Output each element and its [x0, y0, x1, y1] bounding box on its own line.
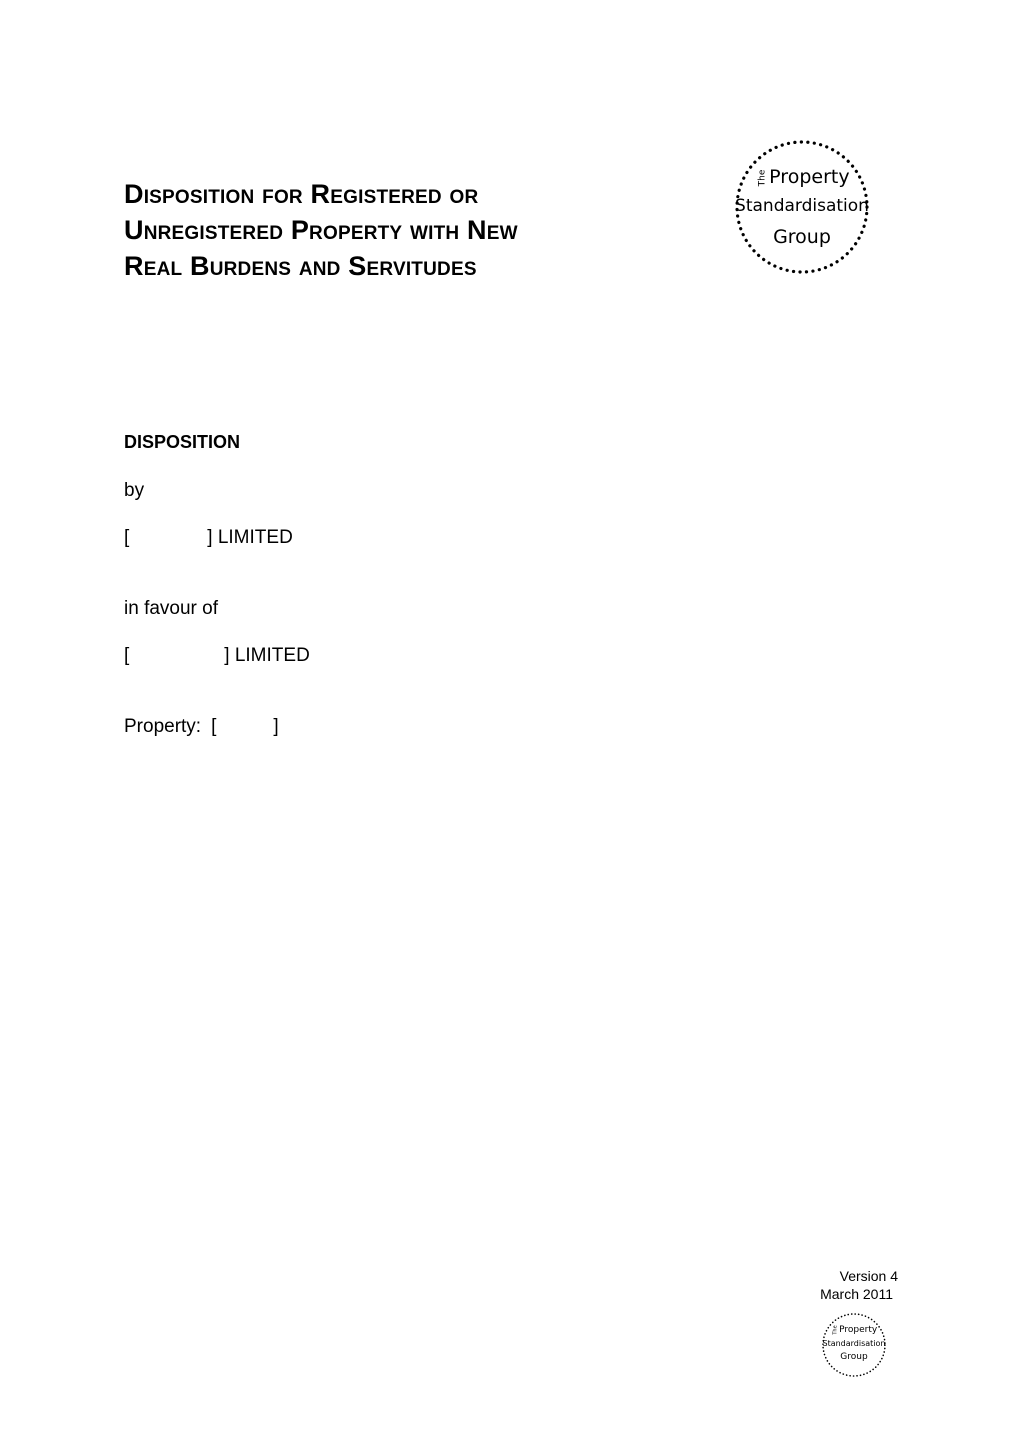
grantee-close: ] LIMITED — [224, 645, 310, 666]
logo-line-2: Standardisation — [735, 196, 869, 216]
favour-label: in favour of — [124, 598, 218, 619]
psg-logo-small — [820, 1311, 888, 1379]
logo-small-line-2: Standardisation — [822, 1339, 886, 1348]
property-line — [124, 716, 279, 738]
title-line-1: Disposition for Registered or — [124, 179, 479, 209]
grantor-close: ] LIMITED — [207, 527, 293, 548]
logo-the: The — [757, 169, 768, 186]
version-block — [820, 1267, 898, 1303]
property-label: Property: — [124, 716, 202, 737]
logo-small-the: The — [832, 1324, 839, 1335]
logo-line-1: Property — [769, 166, 850, 188]
document-title — [124, 176, 644, 284]
grantor-open-bracket: [ — [124, 527, 130, 548]
title-line-3: Real Burdens and Servitudes — [124, 251, 477, 281]
title-line-2: Unregistered Property with New — [124, 215, 518, 245]
version-label: Version 4 — [839, 1268, 898, 1284]
version-date: March 2011 — [820, 1286, 893, 1302]
grantee-line — [124, 645, 310, 667]
logo-small-line-1: Property — [839, 1325, 878, 1335]
logo-line-3: Group — [773, 226, 831, 248]
by-label: by — [124, 480, 145, 501]
disposition-heading: DISPOSITION — [124, 432, 241, 452]
grantee-open-bracket: [ — [124, 645, 130, 666]
logo-small-line-3: Group — [840, 1352, 868, 1362]
psg-logo — [733, 138, 871, 276]
grantor-line — [124, 527, 293, 549]
property-open-bracket: [ — [211, 716, 217, 737]
property-close-bracket: ] — [273, 716, 279, 737]
